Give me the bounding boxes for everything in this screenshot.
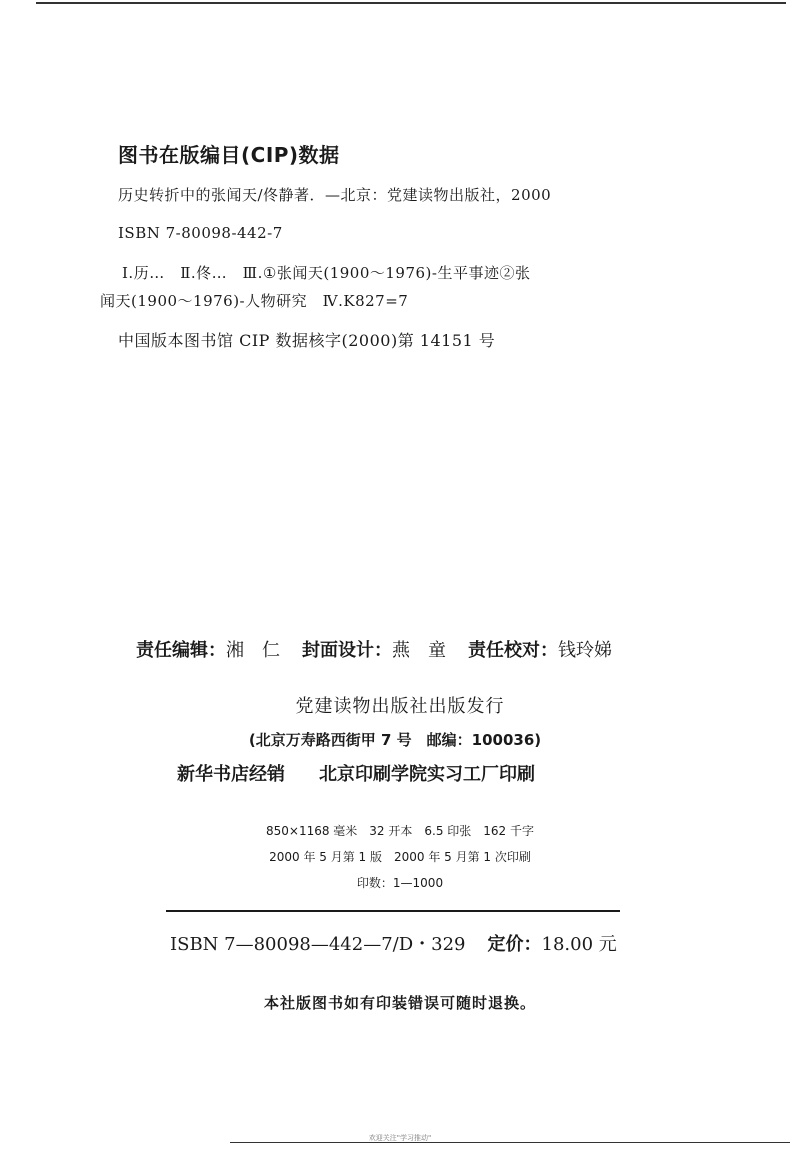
proofreader-value: 钱玲娣: [558, 640, 612, 661]
cover-designer-value: 燕 童: [392, 640, 446, 661]
cip-line-subjects: Ⅰ.历… Ⅱ.佟… Ⅲ.①张闻天(1900～1976)-生平事迹②张: [122, 264, 531, 282]
print-run: 印数：1—1000: [356, 876, 444, 890]
distribution-line: [177, 760, 535, 786]
cip-line-isbn: ISBN 7-80098-442-7: [118, 224, 283, 242]
cip-line-title-author: 历史转折中的张闻天/佟静著．—北京：党建读物出版社，2000: [118, 186, 552, 204]
editor-value: 湘 仁: [226, 640, 280, 661]
editor-label: 责任编辑：: [136, 640, 226, 661]
publisher-address: (北京万寿路西街甲 7 号 邮编：100036): [248, 731, 542, 749]
cip-title: 图书在版编目(CIP)数据: [118, 143, 340, 167]
staff-credits: [136, 636, 612, 662]
cip-line-subjects-cont: 闻天(1900～1976)-人物研究 Ⅳ.K827=7: [100, 292, 409, 310]
proofreader-label: 责任校对：: [468, 640, 558, 661]
format-specs: 850×1168 毫米 32 开本 6.5 印张 162 千字: [265, 824, 534, 838]
isbn-price-line: [170, 930, 617, 956]
cip-line-record-number: 中国版本图书馆 CIP 数据核字(2000)第 14151 号: [118, 331, 496, 350]
price-value: 18.00 元: [541, 934, 617, 955]
printer: 北京印刷学院实习工厂印刷: [319, 764, 535, 785]
distributor: 新华书店经销: [177, 764, 285, 785]
publisher-name: 党建读物出版社出版发行: [295, 696, 505, 717]
divider-rule: [166, 910, 620, 912]
isbn-full: ISBN 7—80098—442—7/D・329: [170, 934, 466, 955]
edition-info: 2000 年 5 月第 1 版 2000 年 5 月第 1 次印刷: [269, 850, 531, 864]
price-label: 定价：: [487, 934, 542, 955]
top-scan-edge: [36, 2, 786, 4]
cover-designer-label: 封面设计：: [302, 640, 392, 661]
footer-note: 欢迎关注"学习推动": [368, 1134, 432, 1142]
return-notice: 本社版图书如有印装错误可随时退换。: [263, 994, 536, 1012]
